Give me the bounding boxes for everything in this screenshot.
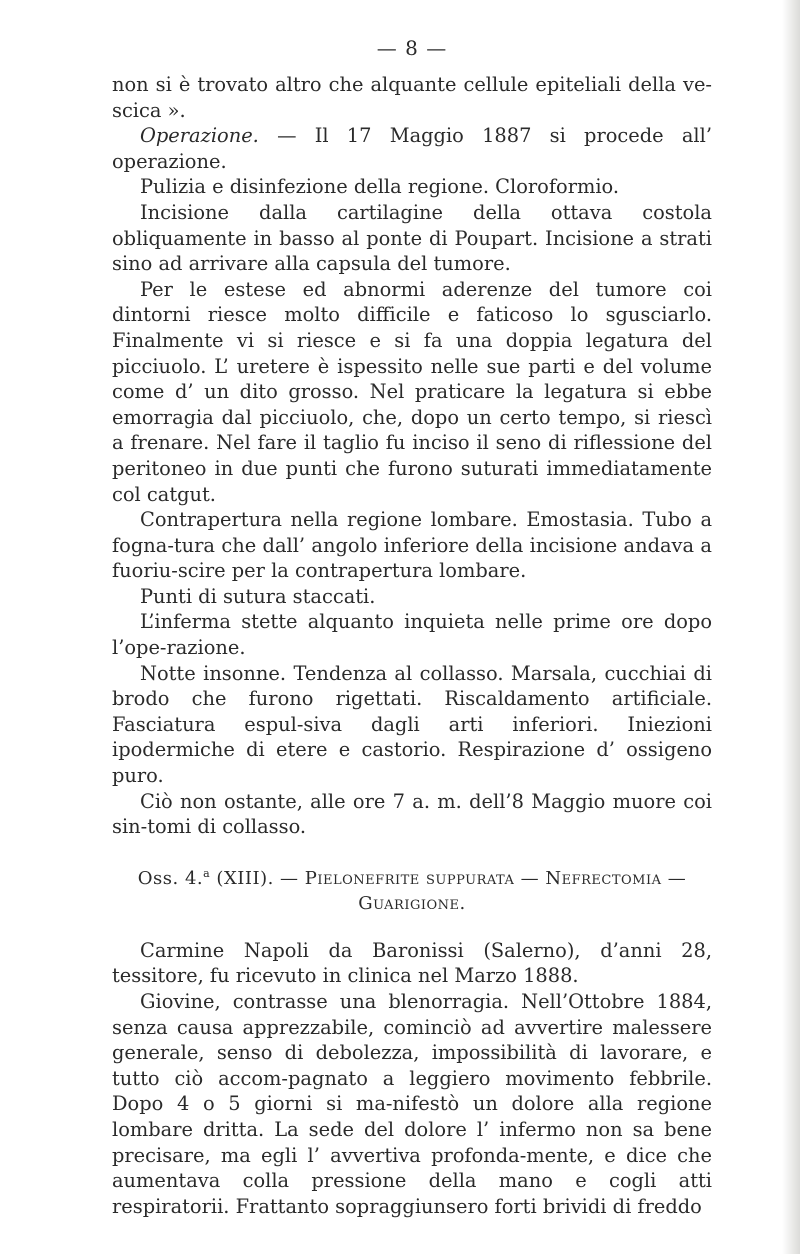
paragraph-2-text: — Il 17 Maggio 1887 si procede all’ operazione. (112, 124, 712, 173)
paragraph-5-text: Per le estese ed abnormi aderenze del tumore coi dintorni riesce molto difficile e faticoso lo sgusciarlo. Finalmente vi si riesce e si fa una doppia legatura del picciuolo. L’ uretere è ispessito nelle sue parti e del volume come d’ un dito grosso. Nel praticare la legatura si ebbe emorragia dal picciuolo, che, dopo un certo tempo, si riescì a frenare. Nel fare il taglio fu inciso il seno di riflessione del peritoneo in due punti che furono suturati immediatamente col catgut. (112, 277, 712, 506)
paragraph-3 (112, 174, 712, 200)
paragraph-4-text: Incisione dalla cartilagine della ottava costola obliquamente in basso al ponte di Poupart. Incisione a strati sino ad arrivare alla capsula del tumore. (112, 200, 712, 276)
paragraph-6-text: Contrapertura nella regione lombare. Emostasia. Tubo a fogna-tura che dall’ angolo inferiore della incisione andava a fuoriu-scire per la contrapertura lombare. (112, 508, 712, 583)
paragraph-10 (112, 789, 712, 840)
page-number: — 8 — (376, 36, 448, 60)
paragraph-4 (112, 200, 712, 277)
paragraph-7 (112, 584, 712, 610)
case-label-sup: a (203, 866, 211, 880)
paragraph-2 (112, 123, 712, 174)
paragraph-10-text: Ciò non ostante, alle ore 7 a. m. dell’8 Maggio muore coi sin-tomi di collasso. (112, 789, 712, 839)
section-lead-operazione: Operazione. (140, 124, 259, 148)
paragraph-8-text: L’inferma stette alquanto inquieta nelle prime ore dopo l’ope-razione. (112, 610, 712, 660)
case-paragraph-2-text: Giovine, contrasse una blenorragia. Nell’Ottobre 1884, senza causa apprezzabile, cominciò ad avvertire malessere generale, senso di debolezza, impossibilità di lavorare, e tutto ciò accom-pagnato a leggiero movimento febbrile. Dopo 4 o 5 giorni si ma-nifestò un dolore alla regione lombare dritta. La sede del dolore l’ infermo non sa bene precisare, ma egli l’ avvertiva profonda-mente, e dice che aumentava colla pressione della mano e cogli atti respiratorii. Frattanto sopraggiunsero forti brividi di freddo (112, 990, 712, 1218)
paragraph-6 (112, 507, 712, 584)
paragraph-1 (112, 72, 712, 123)
paragraph-8 (112, 609, 712, 660)
case-title-line-1: Pielonefrite suppurata — Nefrectomia — (304, 867, 687, 889)
paragraph-7-text: Punti di sutura staccati. (140, 584, 376, 608)
paragraph-3-text: Pulizia e disinfezione della regione. Cloroformio. (140, 175, 620, 199)
page-edge-shadow (782, 0, 800, 1254)
paragraph-9 (112, 661, 712, 789)
document-page (112, 36, 712, 1219)
case-numeral: (XIII). — (210, 867, 305, 889)
case-heading (112, 866, 712, 916)
case-title-line-2: Guarigione. (358, 892, 466, 914)
paragraph-5 (112, 277, 712, 507)
case-paragraph-1 (112, 938, 712, 989)
paragraph-1-text: non si è trovato altro che alquante cellule epiteliali della ve-scica ». (112, 73, 712, 122)
paragraph-9-text: Notte insonne. Tendenza al collasso. Marsala, cucchiai di brodo che furono rigettati. Riscaldamento artificiale. Fasciatura espul-siva dagli arti inferiori. Iniezioni ipodermiche di etere e castorio. Respirazione d’ ossigeno puro. (112, 661, 712, 788)
case-paragraph-2 (112, 989, 712, 1219)
case-paragraph-1-text: Carmine Napoli da Baronissi (Salerno), d’anni 28, tessitore, fu ricevuto in clinica nel Marzo 1888. (112, 938, 712, 988)
case-label: Oss. 4. (137, 867, 204, 889)
